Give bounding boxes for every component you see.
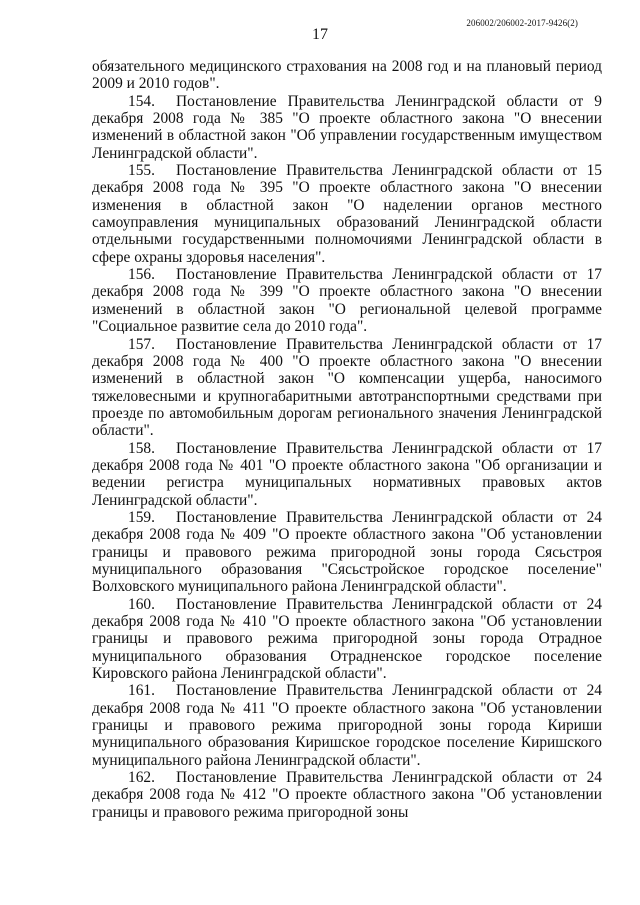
item-text: Постановление Правительства Ленинградской области от 9 декабря 2008 года № 385 "О проекте областного закона "О внесении изменений в областной закон "Об управлении государственным имуществом Ленинградской области". bbox=[92, 92, 602, 162]
item-number: 157. bbox=[128, 335, 155, 353]
list-item-157 bbox=[92, 336, 602, 440]
item-text: Постановление Правительства Ленинградской области от 17 декабря 2008 года № 401 "О проекте областного закона "Об организации и ведении регистра муниципальных нормативных правовых актов Ленинградской области". bbox=[92, 439, 602, 509]
item-number: 156. bbox=[128, 266, 155, 284]
page-number: 17 bbox=[312, 26, 328, 43]
item-text: Постановление Правительства Ленинградской области от 17 декабря 2008 года № 400 "О проекте областного закона "О внесении изменений в областной закон "О компенсации ущерба, наносимого тяжеловесными и крупногабаритными автотранспортными средствами при проезде по автомобильным дорогам регионального значения Ленинградской области". bbox=[92, 335, 602, 440]
item-number: 158. bbox=[128, 439, 155, 457]
item-number: 154. bbox=[128, 92, 155, 110]
document-body bbox=[92, 58, 602, 821]
item-number: 160. bbox=[128, 595, 155, 613]
list-item-155 bbox=[92, 162, 602, 266]
item-text: Постановление Правительства Ленинградской области от 24 декабря 2008 года № 412 "О проекте областного закона "Об установлении границы и правового режима пригородной зоны bbox=[92, 769, 602, 821]
document-code: 206002/206002-2017-9426(2) bbox=[466, 18, 578, 28]
paragraph-continuation: обязательного медицинского страхования на 2008 год и на плановый период 2009 и 2010 годов". bbox=[92, 58, 602, 93]
list-item-160 bbox=[92, 596, 602, 683]
item-number: 155. bbox=[128, 162, 155, 180]
list-item-158 bbox=[92, 440, 602, 509]
list-item-162 bbox=[92, 769, 602, 821]
item-number: 162. bbox=[128, 769, 155, 787]
list-item-159 bbox=[92, 509, 602, 596]
list-item-154 bbox=[92, 93, 602, 162]
item-text: Постановление Правительства Ленинградской области от 24 декабря 2008 года № 410 "О проекте областного закона "Об установлении границы и правового режима пригородной зоны города Отрадное муниципального образования Отрадненское городское поселение Кировского района Ленинградской области". bbox=[92, 595, 602, 683]
item-number: 159. bbox=[128, 508, 155, 526]
item-text: Постановление Правительства Ленинградской области от 24 декабря 2008 года № 411 "О проекте областного закона "Об установлении границы и правового режима пригородной зоны города Кириши муниципального образования Киришское городское поселение Киришского муниципального района Ленинградской области". bbox=[92, 682, 602, 769]
item-number: 161. bbox=[128, 682, 155, 700]
list-item-161 bbox=[92, 682, 602, 769]
item-text: Постановление Правительства Ленинградской области от 17 декабря 2008 года № 399 "О проекте областного закона "О внесении изменений в областной закон "О региональной целевой программе "Социальное развитие села до 2010 года". bbox=[92, 266, 602, 336]
list-item-156 bbox=[92, 266, 602, 335]
item-text: Постановление Правительства Ленинградской области от 15 декабря 2008 года № 395 "О проекте областного закона "О внесении изменения в областной закон "О наделении органов местного самоуправления муниципальных образований Ленинградской области отдельными государственными полномочиями Ленинградской области в сфере охраны здоровья населения". bbox=[92, 162, 602, 266]
item-text: Постановление Правительства Ленинградской области от 24 декабря 2008 года № 409 "О проекте областного закона "Об установлении границы и правового режима пригородной зоны города Сясьстроя муниципального образования "Сясьстройское городское поселение" Волховского муниципального района Ленинградской области". bbox=[92, 508, 602, 596]
